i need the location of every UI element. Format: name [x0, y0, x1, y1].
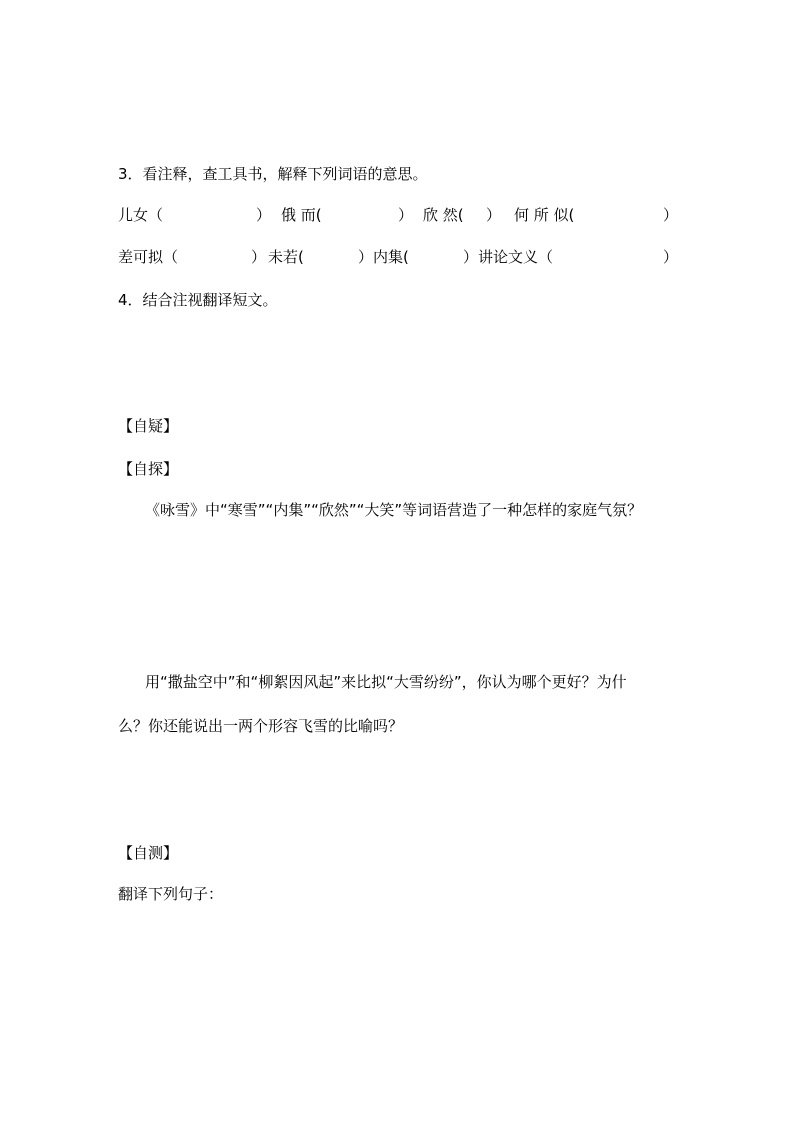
blank-close: ）: [663, 206, 679, 224]
question-4-title: 4．结合注视翻译短文。: [118, 291, 278, 309]
blank-close: ）: [398, 206, 414, 224]
zitan-question-2-line-1: 用“撒盐空中”和“柳絮因风起”来比拟“大雪纷纷”，你认为哪个更好？为什: [145, 673, 627, 691]
term-neiji: ）内集(: [358, 248, 409, 266]
blank-close: ）: [251, 248, 267, 266]
blank-close: ）: [486, 206, 502, 224]
term-chakeni: 差可拟（: [118, 248, 179, 266]
blank-close: ）: [663, 248, 679, 266]
zitan-question-1: 《咏雪》中“寒雪”“内集”“欣然”“大笑”等词语营造了一种怎样的家庭气氛？: [145, 501, 643, 519]
section-heading-zitan: 【自探】: [118, 460, 179, 478]
term-xinran: 欣 然(: [423, 206, 464, 224]
question-3-title: 3．看注释，查工具书，解释下列词语的意思。: [118, 165, 428, 183]
zice-instruction: 翻译下列句子：: [118, 885, 224, 903]
term-ernv: 儿女（: [118, 206, 164, 224]
term-eer: 俄 而(: [281, 206, 322, 224]
zitan-question-2-line-2: 么？你还能说出一两个形容飞雪的比喻吗？: [118, 717, 404, 735]
question-3-row-2: [118, 247, 678, 267]
blank-close: ）: [256, 206, 272, 224]
section-heading-ziyi: 【自疑】: [118, 417, 179, 435]
section-heading-zice: 【自测】: [118, 844, 179, 862]
term-jianglunwenyi: ）讲论文义（: [463, 248, 554, 266]
term-hesuosi: 何 所 似(: [514, 206, 575, 224]
term-weiruo: 未若(: [268, 248, 304, 266]
question-3-row-1: [118, 205, 678, 225]
